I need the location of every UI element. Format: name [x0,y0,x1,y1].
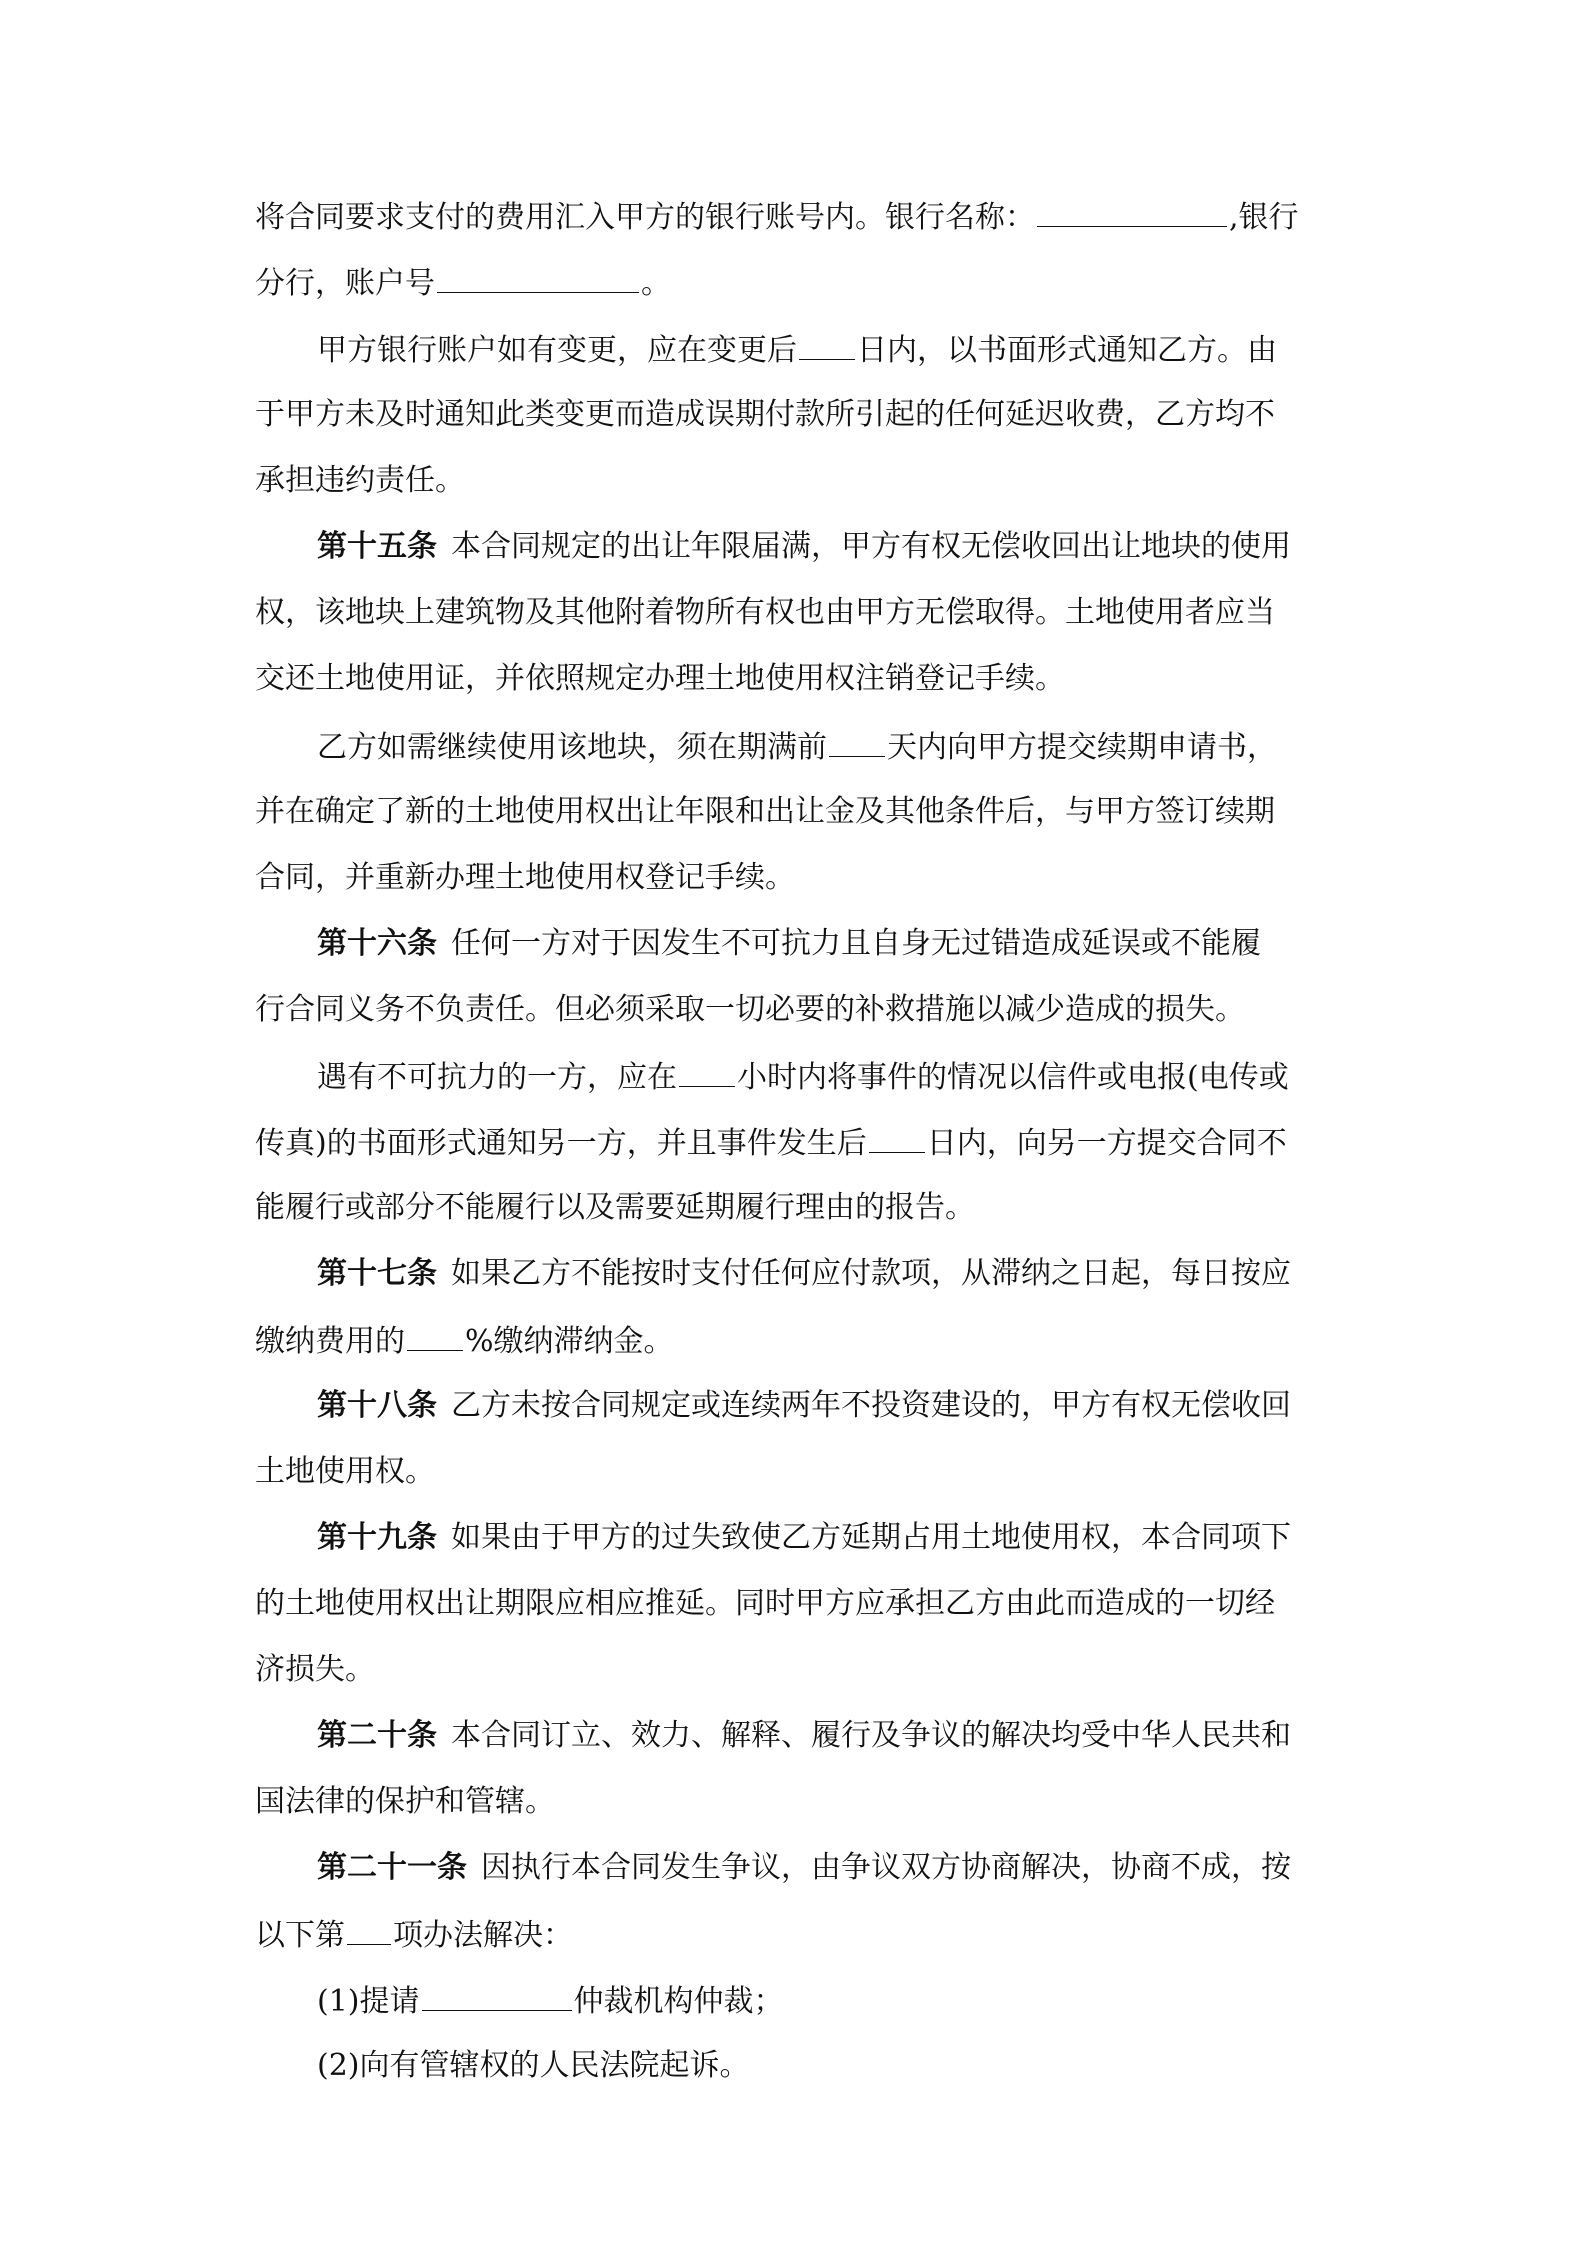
text-segment: 日内，向另一方提交合同不 [926,1126,1287,1161]
article-20-title: 第二十条 [317,1718,437,1753]
text-line: 权，该地块上建筑物及其他附着物所有权也由甲方无偿取得。土地使用者应当 [255,595,1275,630]
text-segment: 如果乙方不能按时支付任何应付款项，从滞纳之日起，每日按应 [451,1256,1291,1291]
text-segment: 遇有不可抗力的一方，应在 [317,1060,677,1095]
list-item [317,1980,784,2020]
article-16-line [317,924,1261,964]
text-segment: 将合同要求支付的费用汇入甲方的银行账号内。银行名称： [255,200,1035,235]
text-segment: 小时内将事件的情况以信件或电报(电传或 [737,1060,1289,1095]
text-segment: 。 [641,266,671,301]
fill-blank-days [869,1122,925,1153]
text-segment: 日内，以书面形式通知乙方。由 [857,333,1277,368]
text-segment: 因执行本合同发生争议，由争议双方协商解决，协商不成，按 [481,1850,1291,1885]
article-17-title: 第十七条 [317,1256,437,1291]
text-line [255,262,671,302]
text-line: 土地使用权。 [255,1454,435,1489]
article-16-title: 第十六条 [317,926,437,961]
fill-blank-days [829,726,885,757]
text-segment: 如果由于甲方的过失致使乙方延期占用土地使用权，本合同项下 [451,1520,1291,1555]
fill-blank-percent [407,1320,463,1351]
article-19-line [317,1518,1291,1558]
fill-blank-option-number [347,1914,391,1945]
text-segment: 缴纳费用的 [255,1324,405,1359]
text-line: 合同，并重新办理土地使用权登记手续。 [255,860,795,895]
text-segment: 甲方银行账户如有变更，应在变更后 [317,333,797,368]
text-segment: ,银行 [1229,200,1299,235]
text-segment: 传真)的书面形式通知另一方，并且事件发生后 [255,1126,867,1161]
text-segment: %缴纳滞纳金。 [465,1324,674,1359]
fill-blank-arbitration-body [422,1980,572,2011]
text-line: 并在确定了新的土地使用权出让年限和出让金及其他条件后，与甲方签订续期 [255,794,1275,829]
fill-blank-account-number [437,262,639,293]
text-line [255,1320,674,1360]
text-line [255,1122,1287,1162]
text-segment: 乙方未按合同规定或连续两年不投资建设的，甲方有权无偿收回 [451,1388,1291,1423]
text-line: 国法律的保护和管辖。 [255,1784,555,1819]
list-item: (2)向有管辖权的人民法院起诉。 [317,2048,750,2083]
text-line [255,1914,573,1954]
article-21-line [317,1848,1291,1888]
text-segment: 本合同规定的出让年限届满，甲方有权无偿收回出让地块的使用 [451,529,1291,564]
fill-blank-hours [679,1056,735,1087]
fill-blank-bank-name [1037,196,1227,227]
text-line: 的土地使用权出让期限应相应推延。同时甲方应承担乙方由此而造成的一切经 [255,1586,1275,1621]
text-segment: (1)提请 [317,1984,420,2019]
article-18-line [317,1386,1291,1426]
article-15-line [317,527,1291,567]
text-segment: 以下第 [255,1918,345,1953]
text-segment: 本合同订立、效力、解释、履行及争议的解决均受中华人民共和 [451,1718,1291,1753]
text-line [317,329,1277,369]
text-line: 济损失。 [255,1652,375,1687]
text-segment: 天内向甲方提交续期申请书， [887,730,1277,765]
text-line: 交还土地使用证，并依照规定办理土地使用权注销登记手续。 [255,661,1065,696]
text-line [317,726,1277,766]
article-20-line [317,1716,1291,1756]
article-15-title: 第十五条 [317,529,437,564]
text-segment: 仲裁机构仲裁； [573,1984,784,2019]
article-17-line [317,1254,1291,1294]
text-line: 承担违约责任。 [255,463,465,498]
text-segment: 项办法解决： [393,1918,573,1953]
text-line [255,196,1299,236]
article-18-title: 第十八条 [317,1388,437,1423]
article-21-title: 第二十一条 [317,1850,467,1885]
article-19-title: 第十九条 [317,1520,437,1555]
text-line [317,1056,1289,1096]
text-line: 能履行或部分不能履行以及需要延期履行理由的报告。 [255,1190,975,1225]
text-line: 行合同义务不负责任。但必须采取一切必要的补救措施以减少造成的损失。 [255,992,1245,1027]
text-segment: 乙方如需继续使用该地块，须在期满前 [317,730,827,765]
text-segment: 分行，账户号 [255,266,435,301]
text-line: 于甲方未及时通知此类变更而造成误期付款所引起的任何延迟收费，乙方均不 [255,397,1275,432]
fill-blank-days [799,329,855,360]
text-segment: 任何一方对于因发生不可抗力且自身无过错造成延误或不能履 [451,926,1261,961]
